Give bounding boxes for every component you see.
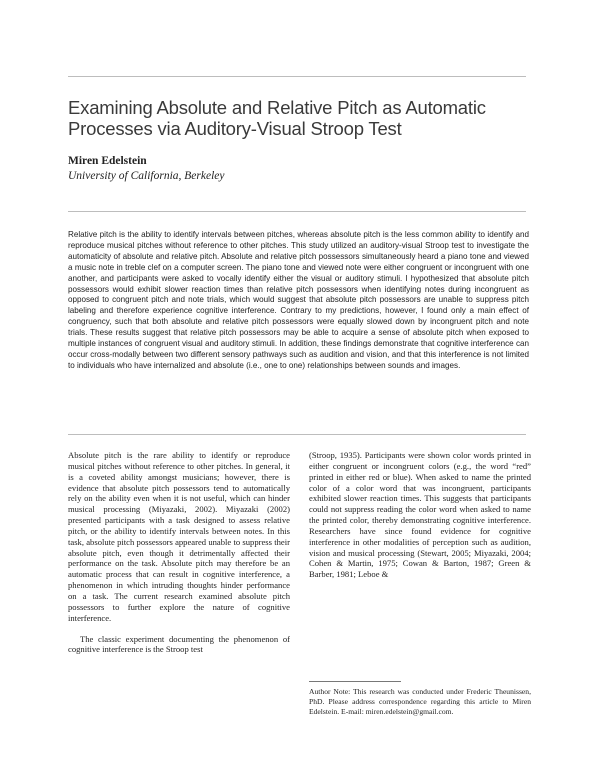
author-note: Author Note: This research was conducted under Frederic Theunissen, PhD. Please address correspondence regarding this article to Miren Edelstein. E-mail: miren.edelstein@gmail.com.	[309, 687, 531, 716]
abstract-bottom-rule	[68, 434, 526, 435]
footnote-rule	[309, 681, 401, 682]
abstract: Relative pitch is the ability to identify intervals between pitches, whereas absolute pitch is the less common ability to identify and reproduce musical pitches without reference to other pitches. This study utilized an auditory-visual Stroop test to investigate the automaticity of absolute and relative pitch. Absolute and relative pitch possessors simultaneously heard a piano tone and viewed a music note in treble clef on a computer screen. The piano tone and viewed note were either congruent or incongruent with one another, and participants were asked to vocally identify either the visual or auditory stimuli. I hypothesized that absolute pitch possessors would exhibit slower reaction times than relative pitch possessors when identifying notes during incongruent as opposed to congruent pitch and note trials, which would suggest that absolute pitch possessors are unable to suppress pitch labeling and therefore experience cognitive interference. Contrary to my predictions, however, I found only a main effect of congruency, such that both absolute and relative pitch possessors were equally slowed down by incongruent pitch and note trials. These results suggest that relative pitch possessors may be able to acquire a sense of absolute pitch when exposed to multiple instances of congruent visual and auditory stimuli. In addition, these findings demonstrate that cognitive interference can occur cross-modally between two different sensory pathways such as audition and vision, and that this interference is not limited to individuals who have internalized and absolute (i.e., one to one) relationships between sounds and images.	[68, 230, 529, 370]
paper-title: Examining Absolute and Relative Pitch as Automatic Processes via Auditory-Visual Stroop Test	[68, 97, 486, 139]
body-column-right	[309, 450, 531, 580]
top-rule	[68, 76, 526, 77]
author-affiliation: University of California, Berkeley	[68, 170, 225, 182]
body-paragraph: (Stroop, 1935). Participants were shown color words printed in either congruent or incongruent colors (e.g., the word “red” printed in either red or blue). When asked to name the printed color of a color word that was incongruent, participants exhibited slower reaction times. This suggests that participants could not suppress reading the color word when asked to name the printed color, thereby demonstrating cognitive interference. Researchers have since found evidence for cognitive interference in other modalities of perception such as audition, vision and musical processing (Stewart, 2005; Miyazaki, 2004; Cohen & Martin, 1975; Cowan & Barton, 1987; Green & Barber, 1981; Leboe &	[309, 450, 531, 580]
body-paragraph: The classic experiment documenting the phenomenon of cognitive interference is the Stroop test	[68, 633, 290, 655]
body-paragraph: Absolute pitch is the rare ability to identify or reproduce musical pitches without reference to other pitches. In general, it is a coveted ability amongst musicians; however, there is evidence that absolute pitch possessors tend to automatically rely on the ability even when it is not useful, which can hinder musical processing (Miyazaki, 2002). Miyazaki (2002) presented participants with a task designed to assess relative pitch, or the ability to identify intervals between notes. In this task, absolute pitch possessors appeared unable to suppress their absolute pitch, even though it detrimentally affected their performance on the task. Absolute pitch may therefore be an automatic process that can result in cognitive interference, a phenomenon in which intruding thoughts hinder performance on a task. The current research examined absolute pitch possessors to further explore the nature of cognitive interference.	[68, 450, 290, 623]
abstract-top-rule	[68, 211, 526, 212]
body-column-left	[68, 450, 290, 655]
author-name: Miren Edelstein	[68, 155, 147, 167]
